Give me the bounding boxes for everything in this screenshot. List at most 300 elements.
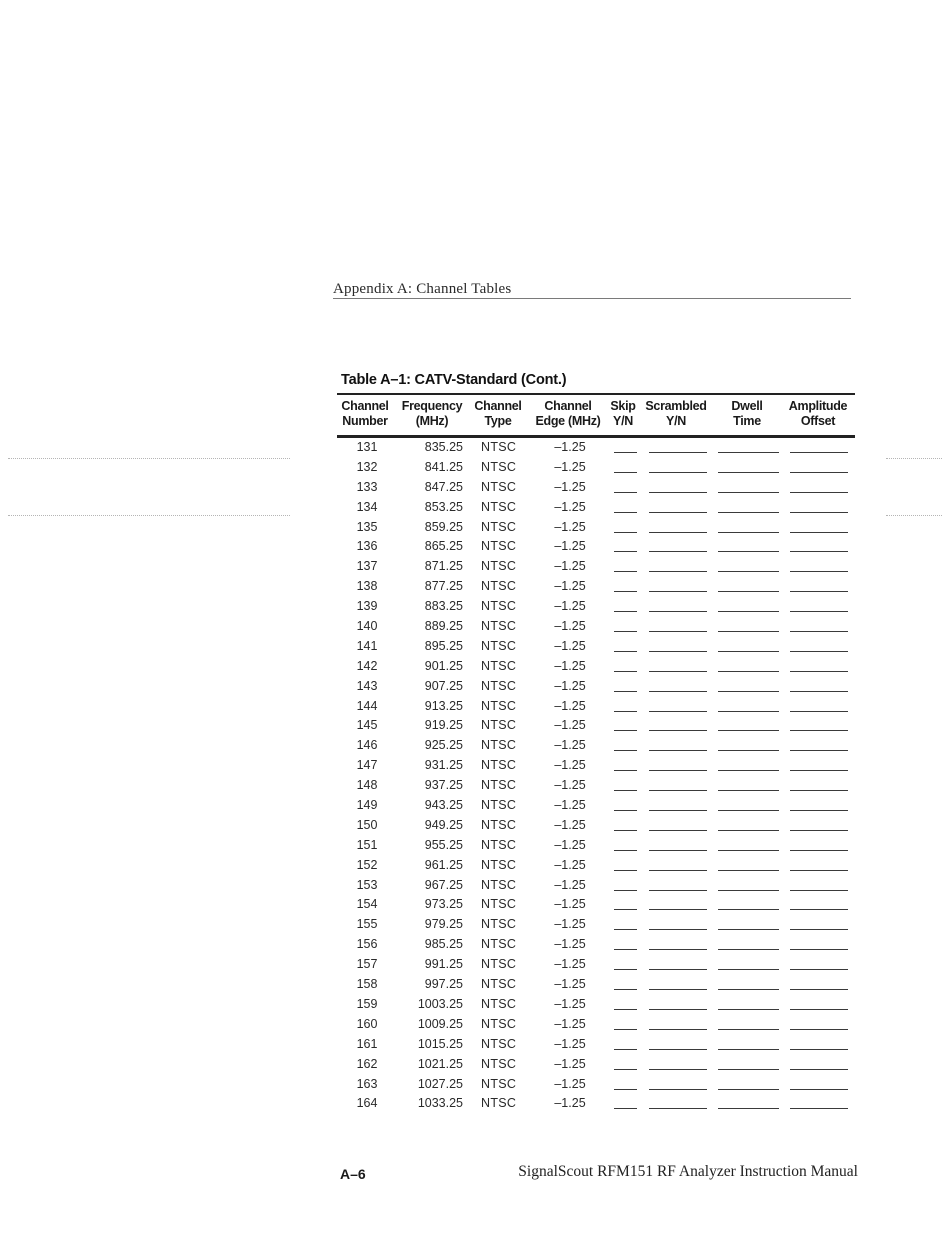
dwell-time-blank — [718, 890, 779, 891]
table-row — [337, 716, 855, 736]
amplitude-offset-blank — [790, 750, 848, 751]
channel-type-cell: NTSC — [481, 817, 517, 832]
dwell-time-blank — [718, 472, 779, 473]
channel-edge-cell: –1.25 — [554, 658, 586, 673]
skip-blank — [614, 870, 637, 871]
scrambled-blank — [649, 1049, 707, 1050]
skip-blank — [614, 1009, 637, 1010]
channel-number-cell: 141 — [356, 638, 378, 653]
channel-type-cell: NTSC — [481, 857, 517, 872]
skip-blank — [614, 969, 637, 970]
channel-edge-cell: –1.25 — [554, 1016, 586, 1031]
channel-type-cell: NTSC — [481, 499, 517, 514]
skip-blank — [614, 890, 637, 891]
frequency-cell: 913.25 — [424, 698, 463, 713]
amplitude-offset-blank — [790, 571, 848, 572]
scrambled-blank — [649, 532, 707, 533]
table-row — [337, 577, 855, 597]
dwell-time-blank — [718, 1089, 779, 1090]
channel-number-cell: 154 — [356, 897, 378, 912]
dwell-time-blank — [718, 492, 779, 493]
table-row — [337, 856, 855, 876]
channel-edge-cell: –1.25 — [554, 877, 586, 892]
frequency-cell: 925.25 — [424, 738, 463, 753]
skip-blank — [614, 830, 637, 831]
channel-number-cell: 140 — [356, 619, 378, 634]
skip-blank — [614, 512, 637, 513]
skip-blank — [614, 909, 637, 910]
channel-edge-cell: –1.25 — [554, 1056, 586, 1071]
skip-blank — [614, 532, 637, 533]
channel-number-cell: 134 — [356, 499, 378, 514]
frequency-cell: 1027.25 — [417, 1076, 463, 1091]
table-row — [337, 816, 855, 836]
channel-number-cell: 133 — [356, 479, 378, 494]
dwell-time-blank — [718, 611, 779, 612]
channel-type-cell: NTSC — [481, 440, 517, 454]
scrambled-blank — [649, 651, 707, 652]
frequency-cell: 853.25 — [424, 499, 463, 514]
skip-blank — [614, 730, 637, 731]
scrambled-blank — [649, 472, 707, 473]
channel-edge-cell: –1.25 — [554, 917, 586, 932]
dwell-time-blank — [718, 711, 779, 712]
channel-type-cell: NTSC — [481, 1016, 517, 1031]
frequency-cell: 895.25 — [424, 638, 463, 653]
channel-number-cell: 156 — [356, 937, 378, 952]
channel-number-cell: 151 — [356, 837, 378, 852]
amplitude-offset-blank — [790, 969, 848, 970]
scrambled-blank — [649, 1089, 707, 1090]
frequency-cell: 871.25 — [424, 559, 463, 574]
amplitude-offset-blank — [790, 1009, 848, 1010]
skip-blank — [614, 492, 637, 493]
scan-artifact-line — [886, 458, 942, 459]
column-header-scrambled: Scrambled Y/N — [645, 399, 707, 428]
frequency-cell: 1021.25 — [417, 1056, 463, 1071]
scrambled-blank — [649, 711, 707, 712]
channel-edge-cell: –1.25 — [554, 778, 586, 793]
channel-type-cell: NTSC — [481, 1096, 517, 1111]
scrambled-blank — [649, 989, 707, 990]
skip-blank — [614, 929, 637, 930]
skip-blank — [614, 711, 637, 712]
skip-blank — [614, 671, 637, 672]
scrambled-blank — [649, 1108, 707, 1109]
skip-blank — [614, 850, 637, 851]
page-number: A–6 — [340, 1166, 366, 1182]
table-row — [337, 736, 855, 756]
channel-type-cell: NTSC — [481, 977, 517, 992]
frequency-cell: 889.25 — [424, 619, 463, 634]
scrambled-blank — [649, 571, 707, 572]
table-row — [337, 438, 855, 458]
table-row — [337, 697, 855, 717]
dwell-time-blank — [718, 691, 779, 692]
channel-number-cell: 150 — [356, 817, 378, 832]
amplitude-offset-blank — [790, 850, 848, 851]
skip-blank — [614, 611, 637, 612]
channel-edge-cell: –1.25 — [554, 897, 586, 912]
frequency-cell: 841.25 — [424, 459, 463, 474]
channel-number-cell: 159 — [356, 996, 378, 1011]
amplitude-offset-blank — [790, 730, 848, 731]
dwell-time-blank — [718, 989, 779, 990]
scrambled-blank — [649, 929, 707, 930]
table-row — [337, 796, 855, 816]
scrambled-blank — [649, 611, 707, 612]
channel-type-cell: NTSC — [481, 698, 517, 713]
amplitude-offset-blank — [790, 989, 848, 990]
channel-type-cell: NTSC — [481, 539, 517, 554]
table-header-row — [337, 395, 855, 435]
channel-edge-cell: –1.25 — [554, 937, 586, 952]
column-header-channel-type: Channel Type — [474, 399, 522, 428]
table-row — [337, 657, 855, 677]
channel-edge-cell: –1.25 — [554, 857, 586, 872]
frequency-cell: 931.25 — [424, 758, 463, 773]
amplitude-offset-blank — [790, 532, 848, 533]
scrambled-blank — [649, 949, 707, 950]
frequency-cell: 979.25 — [424, 917, 463, 932]
dwell-time-blank — [718, 870, 779, 871]
scan-artifact-line — [8, 515, 290, 516]
channel-edge-cell: –1.25 — [554, 459, 586, 474]
channel-type-cell: NTSC — [481, 877, 517, 892]
frequency-cell: 967.25 — [424, 877, 463, 892]
channel-edge-cell: –1.25 — [554, 817, 586, 832]
table-title: Table A–1: CATV-Standard (Cont.) — [341, 372, 567, 388]
amplitude-offset-blank — [790, 870, 848, 871]
frequency-cell: 877.25 — [424, 579, 463, 594]
frequency-cell: 985.25 — [424, 937, 463, 952]
scrambled-blank — [649, 671, 707, 672]
channel-edge-cell: –1.25 — [554, 1096, 586, 1111]
skip-blank — [614, 810, 637, 811]
scrambled-blank — [649, 909, 707, 910]
channel-type-cell: NTSC — [481, 1076, 517, 1091]
channel-edge-cell: –1.25 — [554, 519, 586, 534]
channel-type-cell: NTSC — [481, 599, 517, 614]
channel-edge-cell: –1.25 — [554, 1076, 586, 1091]
dwell-time-blank — [718, 532, 779, 533]
channel-edge-cell: –1.25 — [554, 957, 586, 972]
scrambled-blank — [649, 730, 707, 731]
channel-number-cell: 155 — [356, 917, 378, 932]
amplitude-offset-blank — [790, 691, 848, 692]
scrambled-blank — [649, 850, 707, 851]
channel-edge-cell: –1.25 — [554, 539, 586, 554]
channel-type-cell: NTSC — [481, 996, 517, 1011]
frequency-cell: 961.25 — [424, 857, 463, 872]
channel-edge-cell: –1.25 — [554, 1036, 586, 1051]
table-row — [337, 1055, 855, 1075]
channel-type-cell: NTSC — [481, 897, 517, 912]
skip-blank — [614, 691, 637, 692]
channel-type-cell: NTSC — [481, 638, 517, 653]
channel-number-cell: 147 — [356, 758, 378, 773]
header-rule — [333, 298, 851, 299]
frequency-cell: 859.25 — [424, 519, 463, 534]
channel-number-cell: 158 — [356, 977, 378, 992]
scrambled-blank — [649, 790, 707, 791]
dwell-time-blank — [718, 730, 779, 731]
scrambled-blank — [649, 750, 707, 751]
scrambled-blank — [649, 890, 707, 891]
amplitude-offset-blank — [790, 810, 848, 811]
dwell-time-blank — [718, 452, 779, 453]
frequency-cell: 835.25 — [424, 440, 463, 454]
dwell-time-blank — [718, 949, 779, 950]
table-row — [337, 458, 855, 478]
channel-type-cell: NTSC — [481, 718, 517, 733]
channel-number-cell: 144 — [356, 698, 378, 713]
channel-number-cell: 132 — [356, 459, 378, 474]
dwell-time-blank — [718, 1069, 779, 1070]
scrambled-blank — [649, 512, 707, 513]
channel-type-cell: NTSC — [481, 758, 517, 773]
channel-type-cell: NTSC — [481, 658, 517, 673]
skip-blank — [614, 591, 637, 592]
amplitude-offset-blank — [790, 1029, 848, 1030]
frequency-cell: 1009.25 — [417, 1016, 463, 1031]
column-header-channel-number: Channel Number — [341, 399, 389, 428]
skip-blank — [614, 1108, 637, 1109]
column-header-channel-edge: Channel Edge (MHz) — [535, 399, 601, 428]
skip-blank — [614, 1089, 637, 1090]
channel-type-cell: NTSC — [481, 459, 517, 474]
channel-number-cell: 163 — [356, 1076, 378, 1091]
channel-type-cell: NTSC — [481, 778, 517, 793]
dwell-time-blank — [718, 1029, 779, 1030]
channel-number-cell: 142 — [356, 658, 378, 673]
frequency-cell: 901.25 — [424, 658, 463, 673]
amplitude-offset-blank — [790, 631, 848, 632]
table-row — [337, 677, 855, 697]
skip-blank — [614, 452, 637, 453]
scrambled-blank — [649, 810, 707, 811]
table-row — [337, 637, 855, 657]
channel-edge-cell: –1.25 — [554, 479, 586, 494]
scrambled-blank — [649, 452, 707, 453]
scan-artifact-line — [8, 458, 290, 459]
channel-number-cell: 160 — [356, 1016, 378, 1031]
table-row — [337, 557, 855, 577]
amplitude-offset-blank — [790, 949, 848, 950]
skip-blank — [614, 1029, 637, 1030]
channel-edge-cell: –1.25 — [554, 698, 586, 713]
amplitude-offset-blank — [790, 1089, 848, 1090]
channel-type-cell: NTSC — [481, 837, 517, 852]
channel-number-cell: 161 — [356, 1036, 378, 1051]
column-header-amplitude-offset: Amplitude Offset — [788, 399, 848, 428]
table-row — [337, 895, 855, 915]
amplitude-offset-blank — [790, 492, 848, 493]
channel-number-cell: 164 — [356, 1096, 378, 1111]
table-row — [337, 975, 855, 995]
channel-type-cell: NTSC — [481, 1036, 517, 1051]
channel-number-cell: 139 — [356, 599, 378, 614]
channel-edge-cell: –1.25 — [554, 638, 586, 653]
skip-blank — [614, 472, 637, 473]
frequency-cell: 865.25 — [424, 539, 463, 554]
scrambled-blank — [649, 631, 707, 632]
table-row — [337, 915, 855, 935]
table-row — [337, 1075, 855, 1095]
skip-blank — [614, 571, 637, 572]
scrambled-blank — [649, 492, 707, 493]
scrambled-blank — [649, 1069, 707, 1070]
manual-title: SignalScout RFM151 RF Analyzer Instruction Manual — [518, 1163, 858, 1180]
amplitude-offset-blank — [790, 1069, 848, 1070]
skip-blank — [614, 551, 637, 552]
scan-artifact-line — [886, 515, 942, 516]
channel-type-cell: NTSC — [481, 479, 517, 494]
dwell-time-blank — [718, 631, 779, 632]
table-row — [337, 518, 855, 538]
skip-blank — [614, 750, 637, 751]
scrambled-blank — [649, 870, 707, 871]
channel-edge-cell: –1.25 — [554, 718, 586, 733]
amplitude-offset-blank — [790, 512, 848, 513]
table-row — [337, 1035, 855, 1055]
table-row — [337, 995, 855, 1015]
dwell-time-blank — [718, 551, 779, 552]
running-header: Appendix A: Channel Tables — [333, 281, 512, 297]
channel-type-cell: NTSC — [481, 1056, 517, 1071]
channel-number-cell: 131 — [356, 440, 378, 454]
dwell-time-blank — [718, 671, 779, 672]
amplitude-offset-blank — [790, 472, 848, 473]
frequency-cell: 919.25 — [424, 718, 463, 733]
channel-edge-cell: –1.25 — [554, 837, 586, 852]
channel-edge-cell: –1.25 — [554, 579, 586, 594]
channel-type-cell: NTSC — [481, 917, 517, 932]
channel-edge-cell: –1.25 — [554, 599, 586, 614]
frequency-cell: 949.25 — [424, 817, 463, 832]
amplitude-offset-blank — [790, 830, 848, 831]
table-row — [337, 1015, 855, 1035]
table-row — [337, 776, 855, 796]
channel-edge-cell: –1.25 — [554, 619, 586, 634]
table-row — [337, 1094, 855, 1114]
channel-number-cell: 143 — [356, 678, 378, 693]
dwell-time-blank — [718, 969, 779, 970]
skip-blank — [614, 770, 637, 771]
dwell-time-blank — [718, 651, 779, 652]
scrambled-blank — [649, 1029, 707, 1030]
amplitude-offset-blank — [790, 929, 848, 930]
amplitude-offset-blank — [790, 790, 848, 791]
channel-number-cell: 162 — [356, 1056, 378, 1071]
column-header-frequency: Frequency (MHz) — [401, 399, 463, 428]
amplitude-offset-blank — [790, 1108, 848, 1109]
scrambled-blank — [649, 1009, 707, 1010]
table-row — [337, 876, 855, 896]
channel-number-cell: 153 — [356, 877, 378, 892]
channel-type-cell: NTSC — [481, 738, 517, 753]
frequency-cell: 937.25 — [424, 778, 463, 793]
dwell-time-blank — [718, 571, 779, 572]
dwell-time-blank — [718, 929, 779, 930]
channel-type-cell: NTSC — [481, 957, 517, 972]
amplitude-offset-blank — [790, 711, 848, 712]
frequency-cell: 991.25 — [424, 957, 463, 972]
column-header-skip: Skip Y/N — [610, 399, 636, 428]
dwell-time-blank — [718, 810, 779, 811]
scrambled-blank — [649, 551, 707, 552]
amplitude-offset-blank — [790, 770, 848, 771]
amplitude-offset-blank — [790, 452, 848, 453]
dwell-time-blank — [718, 591, 779, 592]
dwell-time-blank — [718, 830, 779, 831]
channel-type-cell: NTSC — [481, 619, 517, 634]
table-row — [337, 597, 855, 617]
scrambled-blank — [649, 591, 707, 592]
amplitude-offset-blank — [790, 1049, 848, 1050]
channel-edge-cell: –1.25 — [554, 738, 586, 753]
skip-blank — [614, 790, 637, 791]
channel-number-cell: 157 — [356, 957, 378, 972]
table-row — [337, 955, 855, 975]
frequency-cell: 997.25 — [424, 977, 463, 992]
channel-type-cell: NTSC — [481, 937, 517, 952]
amplitude-offset-blank — [790, 651, 848, 652]
frequency-cell: 1033.25 — [417, 1096, 463, 1111]
channel-edge-cell: –1.25 — [554, 678, 586, 693]
table-row — [337, 478, 855, 498]
scrambled-blank — [649, 830, 707, 831]
channel-number-cell: 148 — [356, 778, 378, 793]
table-row — [337, 756, 855, 776]
frequency-cell: 883.25 — [424, 599, 463, 614]
channel-edge-cell: –1.25 — [554, 758, 586, 773]
channel-edge-cell: –1.25 — [554, 440, 586, 454]
channel-number-cell: 137 — [356, 559, 378, 574]
table-row — [337, 617, 855, 637]
skip-blank — [614, 651, 637, 652]
skip-blank — [614, 1049, 637, 1050]
table-row — [337, 498, 855, 518]
channel-edge-cell: –1.25 — [554, 996, 586, 1011]
channel-number-cell: 145 — [356, 718, 378, 733]
column-header-dwell-time: Dwell Time — [731, 399, 763, 428]
table-row — [337, 935, 855, 955]
frequency-cell: 1015.25 — [417, 1036, 463, 1051]
dwell-time-blank — [718, 1108, 779, 1109]
frequency-cell: 973.25 — [424, 897, 463, 912]
dwell-time-blank — [718, 850, 779, 851]
channel-number-cell: 149 — [356, 798, 378, 813]
skip-blank — [614, 631, 637, 632]
amplitude-offset-blank — [790, 591, 848, 592]
table-row — [337, 537, 855, 557]
amplitude-offset-blank — [790, 551, 848, 552]
channel-type-cell: NTSC — [481, 559, 517, 574]
table-body — [337, 438, 855, 1114]
frequency-cell: 1003.25 — [417, 996, 463, 1011]
table-row — [337, 836, 855, 856]
channel-type-cell: NTSC — [481, 798, 517, 813]
dwell-time-blank — [718, 770, 779, 771]
amplitude-offset-blank — [790, 909, 848, 910]
scrambled-blank — [649, 770, 707, 771]
channel-number-cell: 146 — [356, 738, 378, 753]
amplitude-offset-blank — [790, 890, 848, 891]
skip-blank — [614, 1069, 637, 1070]
channel-type-cell: NTSC — [481, 678, 517, 693]
channel-edge-cell: –1.25 — [554, 559, 586, 574]
